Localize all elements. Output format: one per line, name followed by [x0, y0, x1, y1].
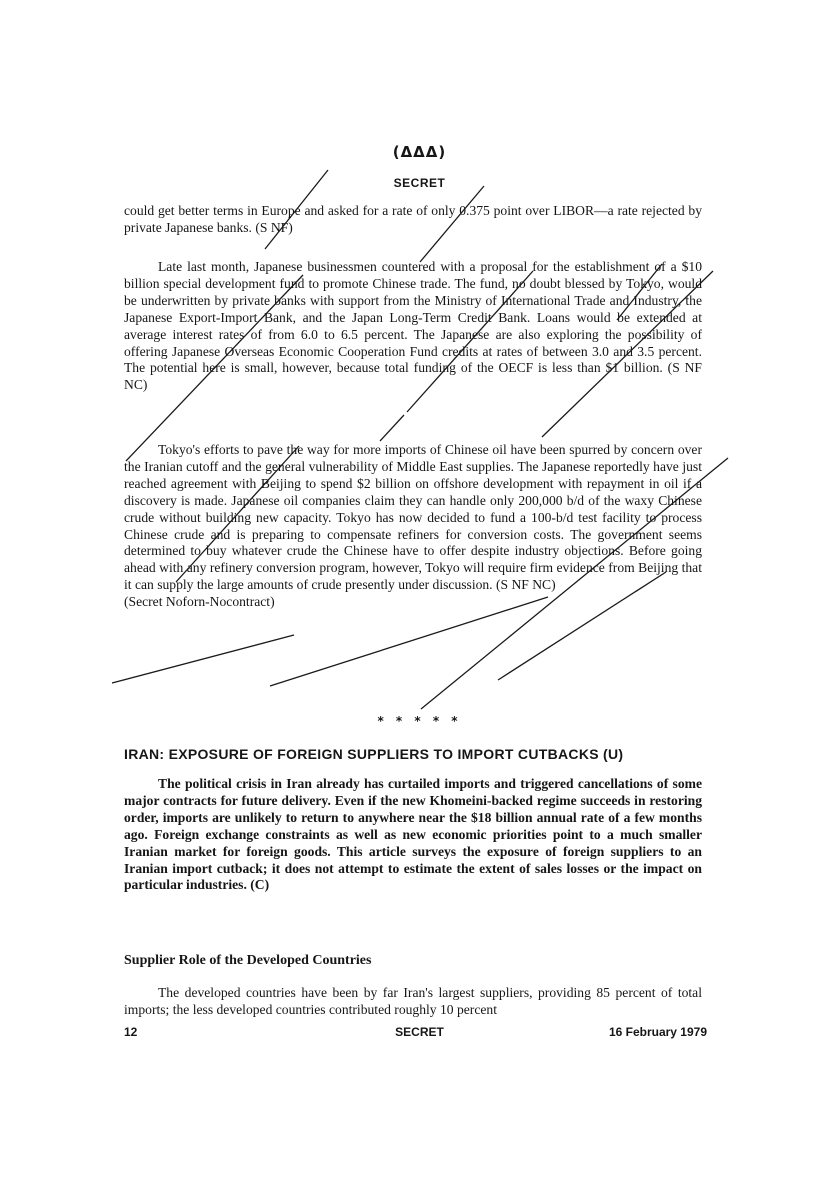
section-heading: IRAN: EXPOSURE OF FOREIGN SUPPLIERS TO IMPORT CUTBACKS (U) [124, 746, 624, 762]
classification-note: (Secret Noforn-Nocontract) [124, 594, 275, 610]
subheading: Supplier Role of the Developed Countries [124, 953, 372, 968]
paragraph-iran-intro [124, 776, 702, 894]
paragraph-text: The political crisis in Iran already has curtailed imports and triggered cancellations of some major contracts for future delivery. Even if the new Khomeini-backed regime succeeds in restoring order, imports are unlikely to return to anywhere near the $18 billion annual rate of a few months ago. Foreign exchange constraints as well as new economic priorities point to a much smaller Iranian market for foreign goods. This article surveys the exposure of foreign suppliers to an Iranian import cutback; it does not attempt to estimate the extent of sales losses or the impact on particular industries. (C) [124, 776, 702, 893]
section-separator: * * * * * [377, 714, 462, 728]
paragraph-continuation [124, 203, 702, 237]
strike-line [112, 635, 294, 683]
paragraph-text: Late last month, Japanese businessmen countered with a proposal for the establishment of a $10 billion special development fund to promote Chinese trade. The fund, no doubt blessed by Tokyo, would be underwritten by private banks with support from the Ministry of International Trade and Industry, the Japanese Export-Import Bank, and the Japan Long-Term Credit Bank. Loans would be extended at average interest rates of from 6.0 to 6.5 percent. The Japanese are also exploring the possibility of offering Japanese Overseas Economic Cooperation Fund credits at rates of between 3.0 and 3.5 percent. The potential here is small, however, because total funding of the OECF is less than $1 billion. (S NF NC) [124, 259, 702, 393]
paragraph-development-fund [124, 259, 702, 394]
page-stamp: (ΔΔΔ) [392, 143, 447, 161]
paragraph-text: Tokyo's efforts to pave the way for more imports of Chinese oil have been spurred by concern over the Iranian cutoff and the general vulnerability of Middle East supplies. The Japanese reportedly have just reached agreement with Beijing to spend $2 billion on offshore development with repayment in oil if a discovery is made. Japanese oil companies claim they can handle only 200,000 b/d of the waxy Chinese crude without building new capacity. Tokyo has now decided to fund a 100-b/d test facility to process Chinese crude and is preparing to compensate refiners for conversion costs. The government seems determined to buy whatever crude the Chinese have to offer despite industry objections. Before going ahead with any refinery conversion program, however, Tokyo will require firm evidence from Beijing that it can supply the large amounts of crude presently under discussion. (S NF NC) [124, 442, 702, 593]
paragraph-text: The developed countries have been by far Iran's largest suppliers, providing 85 percent of total imports; the less developed countries contributed roughly 10 percent [124, 985, 702, 1017]
paragraph-chinese-oil [124, 442, 702, 611]
footer-date: 16 February 1979 [608, 1025, 707, 1039]
paragraph-supplier-role [124, 985, 702, 1019]
paragraph-text: could get better terms in Europe and asked for a rate of only 0.375 point over LIBOR—a rate rejected by private Japanese banks. (S NF) [124, 203, 702, 235]
footer-classification: SECRET [395, 1025, 444, 1039]
footer-page-number: 12 [124, 1025, 138, 1039]
classification-header: SECRET [393, 176, 446, 190]
strike-line [380, 415, 404, 441]
